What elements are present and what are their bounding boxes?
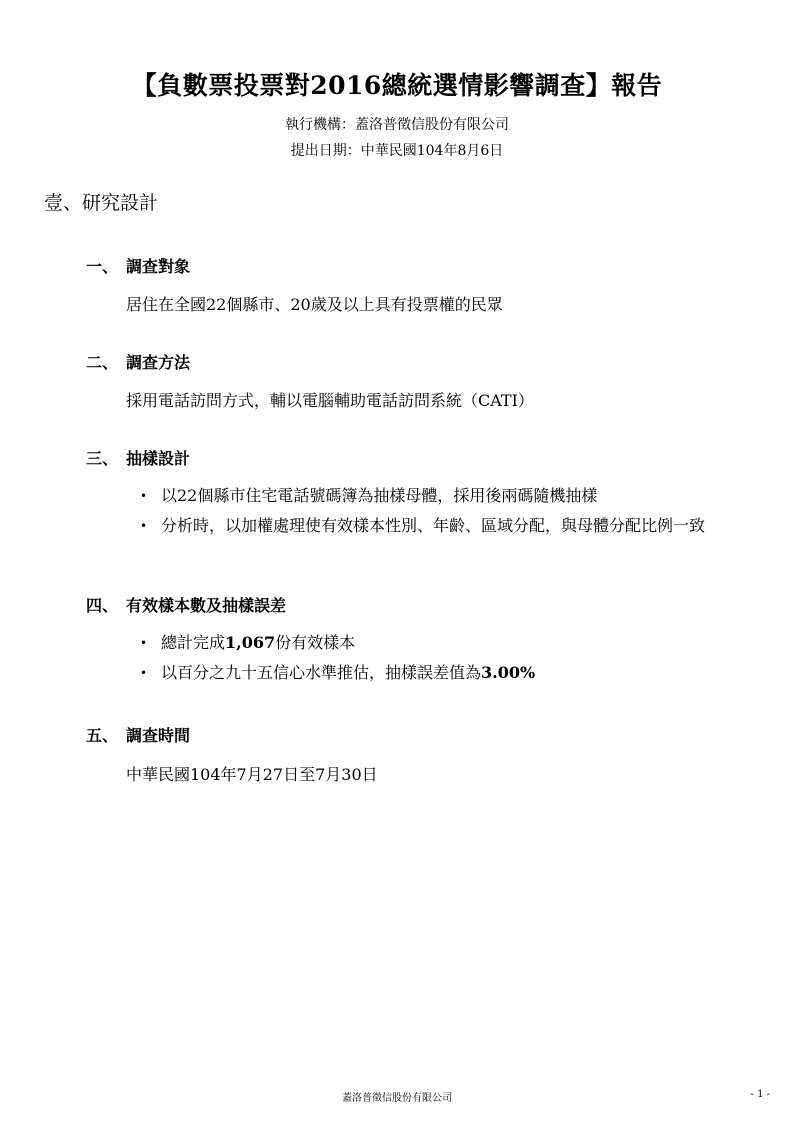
list-item-text [161, 633, 355, 652]
text-segment: 總計完成 [161, 633, 226, 652]
list-item-text [161, 663, 535, 682]
subsection-title: 有效樣本數及抽樣誤差 [126, 596, 287, 615]
bullet-icon: • [140, 666, 148, 680]
page-number: - 1 - [750, 1089, 770, 1100]
subsection-number: 二、 [86, 353, 119, 372]
list-item-text: 分析時，以加權處理使有效樣本性別、年齡、區域分配，與母體分配比例一致 [161, 516, 706, 535]
subsection-heading-survey-target [86, 254, 190, 277]
subsection-number: 三、 [86, 449, 119, 468]
sample-count: 1,067 [225, 633, 276, 652]
list-item-text: 以22個縣市住宅電話號碼簿為抽樣母體，採用後兩碼隨機抽樣 [161, 486, 598, 505]
list-item [130, 661, 750, 685]
subsection-heading-sampling-design [86, 446, 190, 469]
text-segment: 份有效樣本 [275, 633, 356, 652]
survey-period-text: 中華民國104年7月27日至7月30日 [126, 765, 378, 784]
executing-organization: 執行機構：蓋洛普徵信股份有限公司 [285, 117, 509, 133]
submission-date: 提出日期：中華民國104年8月6日 [290, 143, 504, 159]
sample-size-list [130, 631, 750, 691]
subsection-number: 一、 [86, 257, 119, 276]
sampling-design-list [130, 484, 750, 544]
text-segment: 以百分之九十五信心水準推估，抽樣誤差值為 [161, 663, 482, 682]
survey-method-text: 採用電話訪問方式，輔以電腦輔助電話訪問系統（CATI） [126, 391, 534, 410]
list-item [130, 484, 750, 508]
subsection-heading-survey-period [86, 723, 190, 746]
subsection-number: 五、 [86, 726, 119, 745]
page-title: 【負數票投票對2016總統選情影響調查】報告 [131, 71, 663, 100]
survey-target-text: 居住在全國22個縣市、20歲及以上具有投票權的民眾 [126, 295, 503, 314]
subsection-number: 四、 [86, 596, 119, 615]
subsection-heading-survey-method [86, 350, 190, 373]
list-item [130, 514, 750, 538]
subsection-title: 調查時間 [126, 726, 191, 745]
sampling-error-value: 3.00% [481, 663, 536, 682]
bullet-icon: • [140, 636, 148, 650]
bullet-icon: • [140, 519, 148, 533]
subsection-title: 調查對象 [126, 257, 191, 276]
footer-organization: 蓋洛普徵信股份有限公司 [342, 1093, 452, 1104]
bullet-icon: • [140, 489, 148, 503]
subsection-heading-sample-size-and-error [86, 593, 286, 616]
list-item [130, 631, 750, 655]
subsection-title: 調查方法 [126, 353, 191, 372]
section-heading: 壹、研究設計 [44, 192, 159, 214]
subsection-title: 抽樣設計 [126, 449, 191, 468]
